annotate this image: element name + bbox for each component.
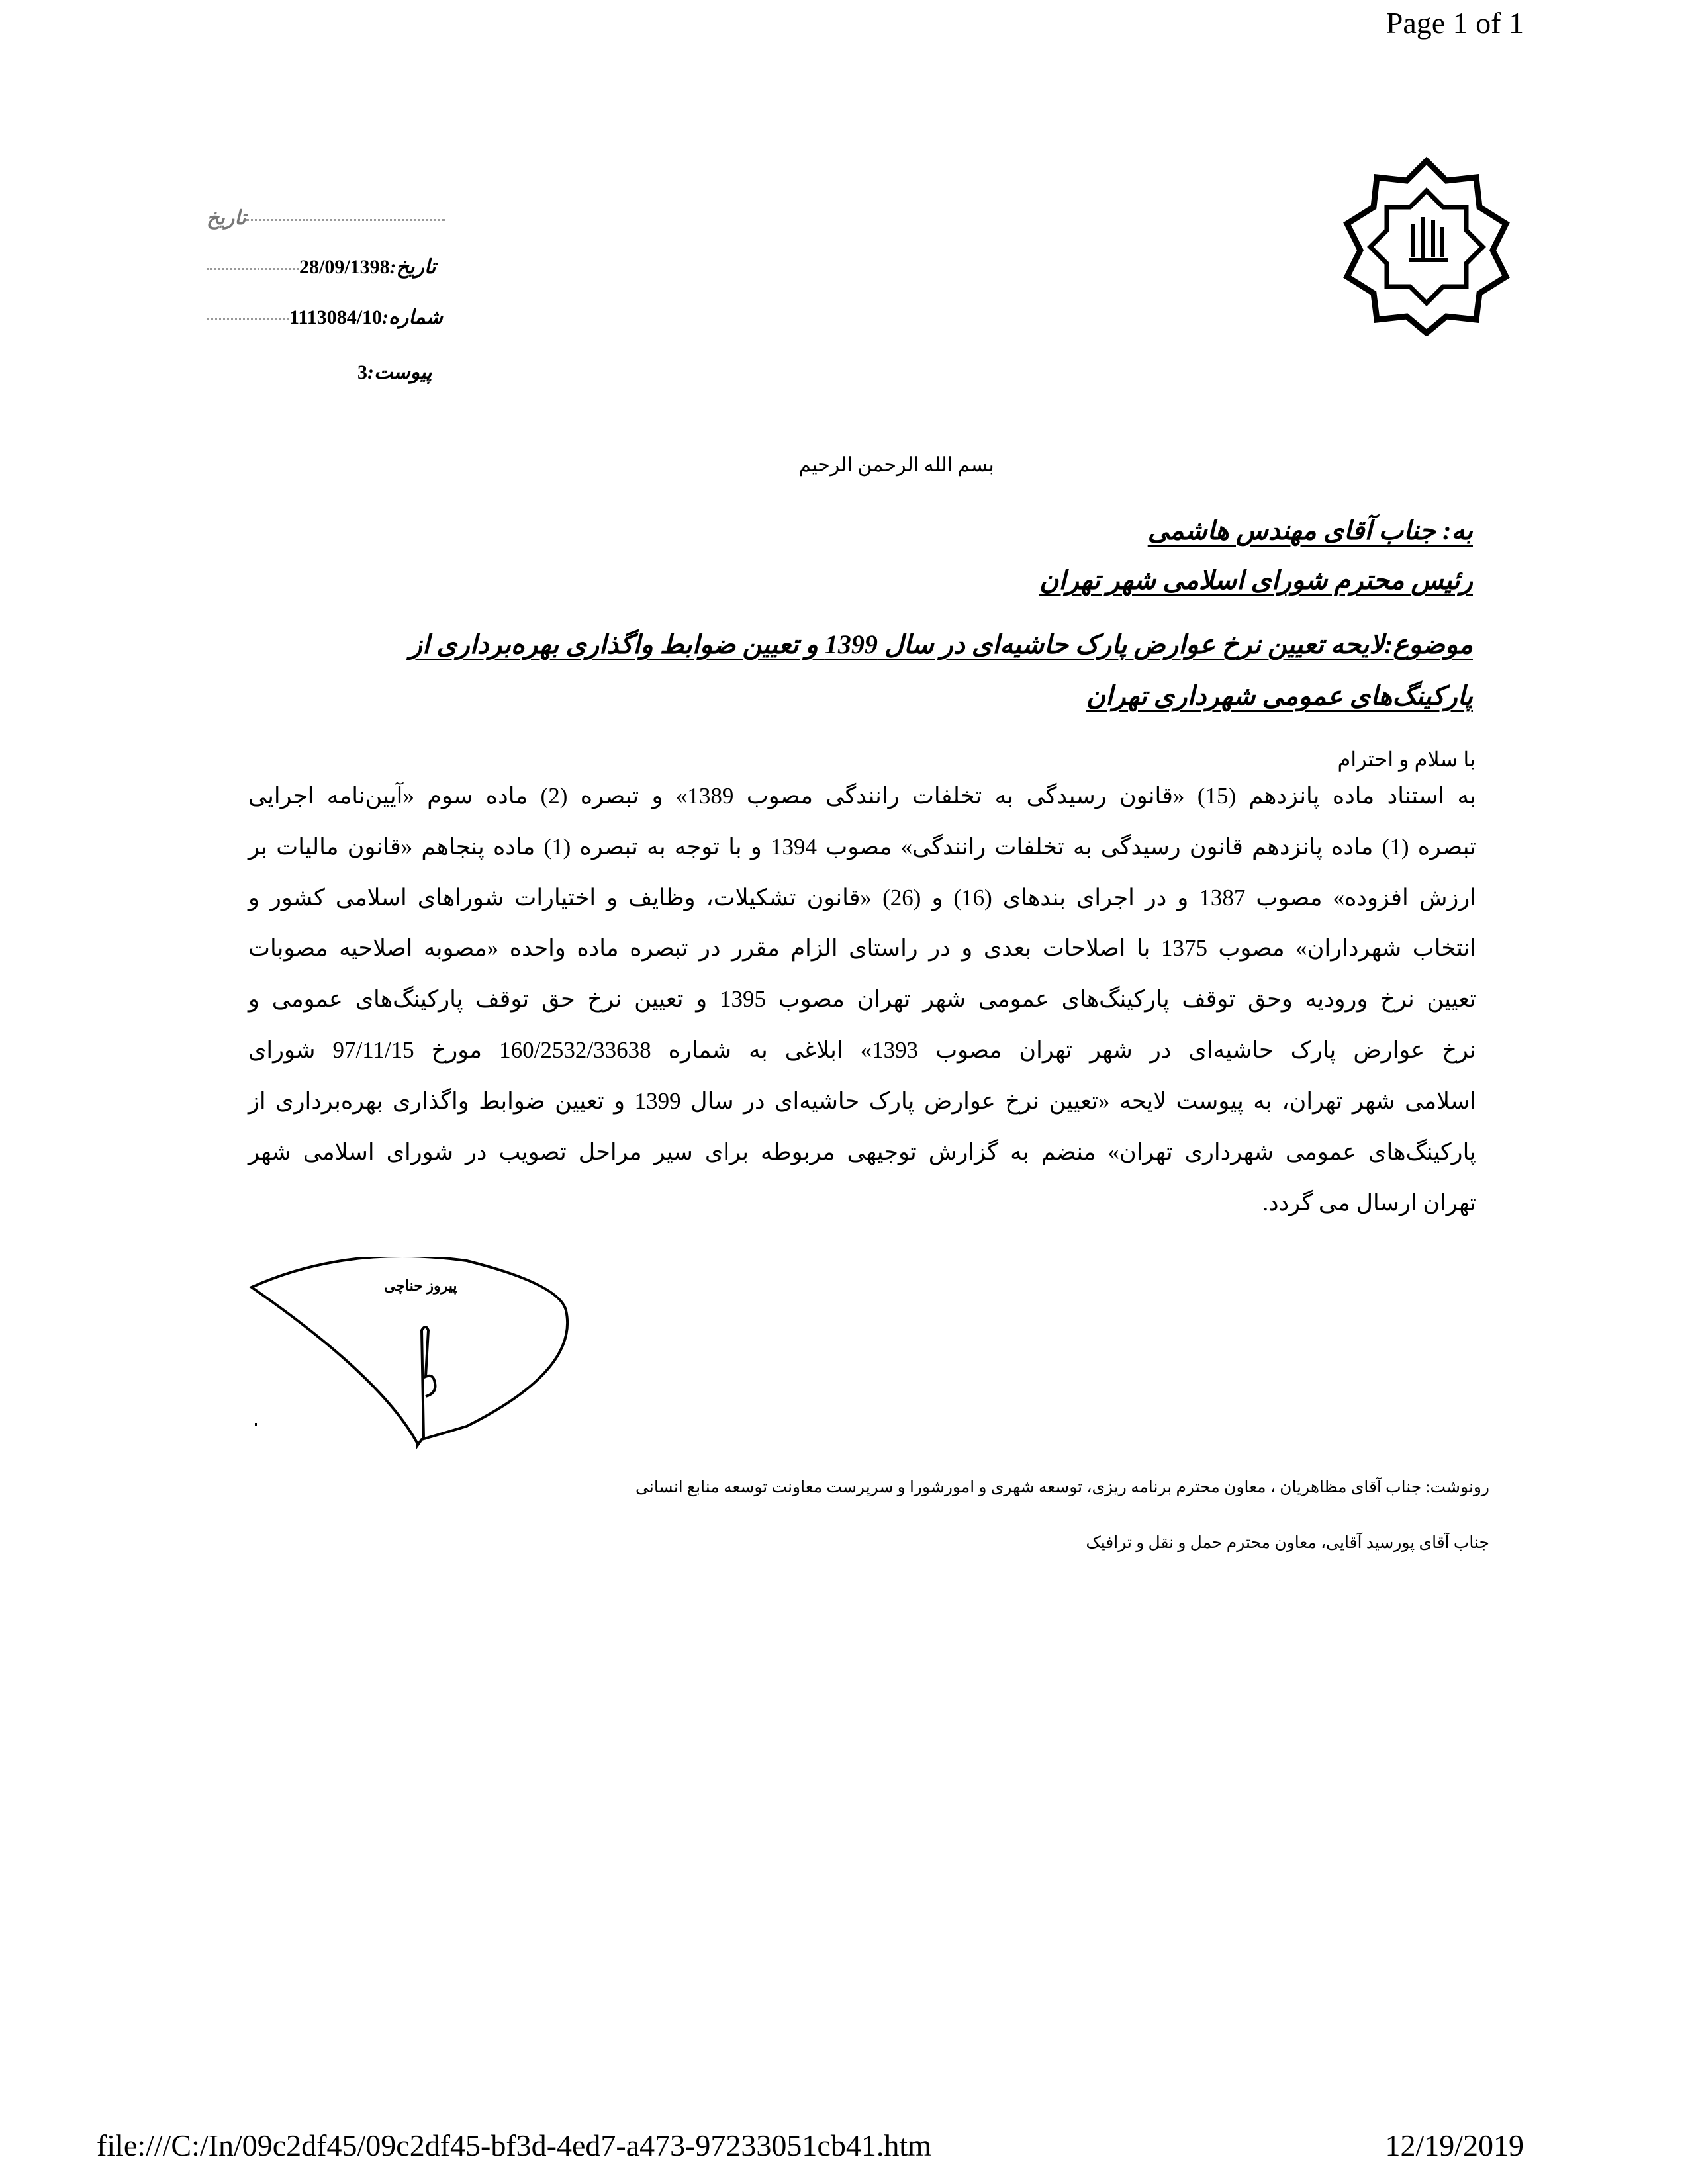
date-label: تاریخ: [389,256,436,278]
cc-line-2: جناب آقای پورسید آقایی، معاون محترم حمل و نقل و ترافیک [1086,1534,1489,1552]
tehran-municipality-logo [1324,151,1529,336]
subject-line-1 [327,629,1473,660]
date-field [207,255,436,279]
number-label: شماره: [382,306,443,328]
number-field [207,306,443,329]
subject-text-2: پارکینگ‌های عمومی شهرداری تهران [1086,681,1473,711]
body-line: تعیین نرخ ورودیه وحق توقف پارکینگ‌های عمومی شهر تهران مصوب 1395 و تعیین نرخ حق توقف پارکینگ‌های عمومی و [248,986,1476,1012]
body-line: تبصره (1) ماده پانزدهم قانون رسیدگی به تخلفات رانندگی» مصوب 1394 و با توجه به تبصره (1) ماده پنجاهم «قانون مالیات بر [248,834,1476,860]
body-line: ارزش افزوده» مصوب 1387 و در اجرای بندهای (16) و (26) «قانون تشکیلات، وظایف و اختیارات شوراهای اسلامی کشور و [248,885,1476,911]
recipient-line-2: رئیس محترم شورای اسلامی شهر تهران [1039,565,1473,595]
attachment-value: 3 [357,361,367,383]
date-label-top: تاریخ [207,207,246,229]
footer-file-path: file:///C:/In/09c2df45/09c2df45-bf3d-4ed7-a473-97233051cb41.htm [97,2128,931,2162]
subject-line-2 [327,680,1473,711]
page-number: Page 1 of 1 [1385,6,1524,40]
body-line: به استناد ماده پانزدهم (15) «قانون رسیدگی به تخلفات رانندگی مصوب 1389» و تبصره (2) ماده سوم «آیین‌نامه اجرایی [248,783,1476,809]
date-value: 28/09/1398 [299,256,390,278]
body-line: انتخاب شهرداران» مصوب 1375 با اصلاحات بعدی و در راستای الزام مقرر در تبصره ماده واحده «مصوبه اصلاحیه مصوبات [248,935,1476,961]
subject-text-1: موضوع:لایحه تعیین نرخ عوارض پارک حاشیه‌ای در سال 1399 و تعیین ضوابط واگذاری بهره‌برداری از [409,629,1473,659]
greeting: با سلام و احترام [1337,747,1476,771]
body-line: پارکینگ‌های عمومی شهرداری تهران» منضم به گزارش توجیهی مربوطه برای سیر مراحل تصویب در شورای اسلامی شهر [248,1139,1476,1165]
bismillah: بسم الله الرحمن الرحیم [798,454,994,476]
attachment-label: پیوست: [367,361,432,383]
signer-name: پیروز حناچی [384,1277,457,1294]
date-field-top [207,206,445,230]
footer-date: 12/19/2019 [1385,2128,1524,2162]
cc-line-1: رونوشت: جناب آقای مظاهریان ، معاون محترم برنامه ریزی، توسعه شهری و امورشورا و سرپرست معاونت توسعه منابع انسانی [635,1479,1489,1496]
number-value: 1113084/10 [289,306,383,328]
attachment-field [357,361,432,384]
body-line: اسلامی شهر تهران، به پیوست لایحه «تعیین نرخ عوارض پارک حاشیه‌ای در سال 1399 و تعیین ضوابط واگذاری بهره‌برداری از [248,1088,1476,1114]
recipient-line-1: به: جناب آقای مهندس هاشمی [1147,516,1473,545]
body-line: نرخ عوارض پارک حاشیه‌ای در شهر تهران مصوب 1393» ابلاغی به شماره 160/2532/33638 مورخ 97/11/15 شورای [248,1037,1476,1063]
body-line: تهران ارسال می گردد. [1262,1190,1476,1216]
